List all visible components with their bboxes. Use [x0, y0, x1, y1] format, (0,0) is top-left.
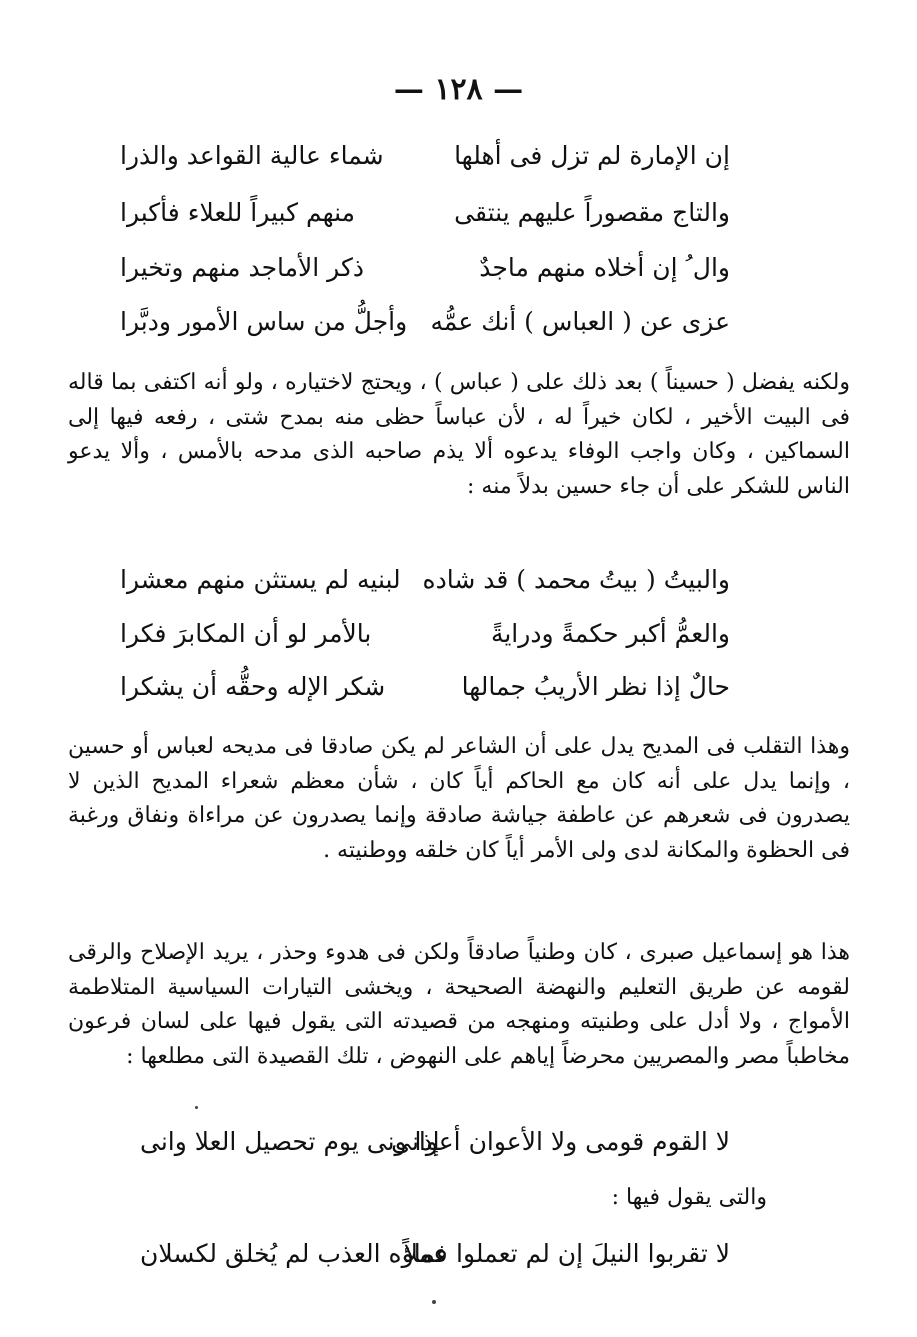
- prose-paragraph: وهذا التقلب فى المديح يدل على أن الشاعر لم يكن صادقا فى مديحه لعباس أو حسين ، وإنما يدل على أنه كان مع الحاكم أياً كان ، شأن معظم شعراء المديح الذين لا يصدرون فى شعرهم عن عاطفة جياشة صادقة وإنما يصدرون عن مراءاة ونفاق ورغبة فى الحظوة والمكانة لدى ولى الأمر أياً كان خلقه ووطنيته .: [68, 734, 850, 863]
- verse-first-hemistich: والبيتُ ( بيتُ محمد ) قد شاده: [422, 565, 730, 594]
- poem-verse: [120, 248, 730, 288]
- verse-second-hemistich: فماؤه العذب لم يُخلق لكسلان: [140, 1239, 448, 1268]
- verse-second-hemistich: شكر الإله وحقُّه أن يشكرا: [120, 672, 386, 701]
- poem-verse: [140, 1234, 730, 1274]
- prose-paragraph: ولكنه يفضل ( حسيناً ) بعد ذلك على ( عباس ) ، ويحتج لاختياره ، ولو أنه اكتفى بما قاله فى البيت الأخير ، لكان خيراً له ، لأن عباساً حظى منه بمدح شتى ، رفعه فيها إلى السماكين ، وكان واجب الوفاء يدعوه ألا يذم صاحبه الذى مدحه بالأمس ، وألا يدعو الناس للشكر على أن جاء حسين بدلاً منه :: [68, 370, 850, 499]
- verse-second-hemistich: بالأمر لو أن المكابرَ فكرا: [120, 619, 372, 648]
- ink-speck: [195, 1106, 198, 1109]
- verse-first-hemistich: إن الإمارة لم تزل فى أهلها: [454, 141, 730, 170]
- verse-second-hemistich: وأجلُّ من ساس الأمور ودبَّرا: [120, 307, 408, 336]
- verse-first-hemistich: والعمُّ أكبر حكمةً ودرايةً: [490, 619, 730, 648]
- verse-first-hemistich: عزى عن ( العباس ) أنك عمُّه: [430, 307, 730, 336]
- verse-first-hemistich: لا تقربوا النيلَ إن لم تعملوا عملاً: [403, 1239, 730, 1268]
- poem-verse: [120, 667, 730, 707]
- page-number: — ١٢٨ —: [393, 72, 524, 107]
- verse-second-hemistich: لبنيه لم يستثن منهم معشرا: [120, 565, 401, 594]
- poem-verse: [120, 614, 730, 654]
- verse-intro-line: والتى يقول فيها :: [611, 1185, 767, 1210]
- verse-first-hemistich: حالٌ إذا نظر الأريبُ جمالها: [461, 672, 730, 701]
- poem-verse: [120, 560, 730, 600]
- verse-second-hemistich: إذا ونى يوم تحصيل العلا وانى: [140, 1127, 440, 1156]
- verse-first-hemistich: وال ُ إن أخلاه منهم ماجدٌ: [479, 253, 730, 282]
- verse-first-hemistich: والتاج مقصوراً عليهم ينتقى: [454, 198, 730, 227]
- verse-second-hemistich: منهم كبيراً للعلاء فأكبرا: [120, 198, 356, 227]
- ink-speck: [432, 1300, 436, 1304]
- verse-second-hemistich: شماء عالية القواعد والذرا: [120, 141, 384, 170]
- verse-second-hemistich: ذكر الأماجد منهم وتخيرا: [120, 253, 365, 282]
- poem-verse: [120, 302, 730, 342]
- verse-first-hemistich: لا القوم قومى ولا الأعوان أعوانى: [391, 1127, 730, 1156]
- poem-verse: [140, 1122, 730, 1162]
- poem-verse: [120, 136, 730, 176]
- poem-verse: [120, 193, 730, 233]
- prose-paragraph: هذا هو إسماعيل صبرى ، كان وطنياً صادقاً ولكن فى هدوء وحذر ، يريد الإصلاح والرقى لقومه عن طريق التعليم والنهضة الصحيحة ، ويخشى التيارات السياسية المتلاطمة الأمواج ، ولا أدل على وطنيته ومنهجه من قصيدته التى يقول فيها على لسان فرعون مخاطباً مصر والمصريين محرضاً إياهم على النهوض ، تلك القصيدة التى مطلعها :: [68, 940, 851, 1069]
